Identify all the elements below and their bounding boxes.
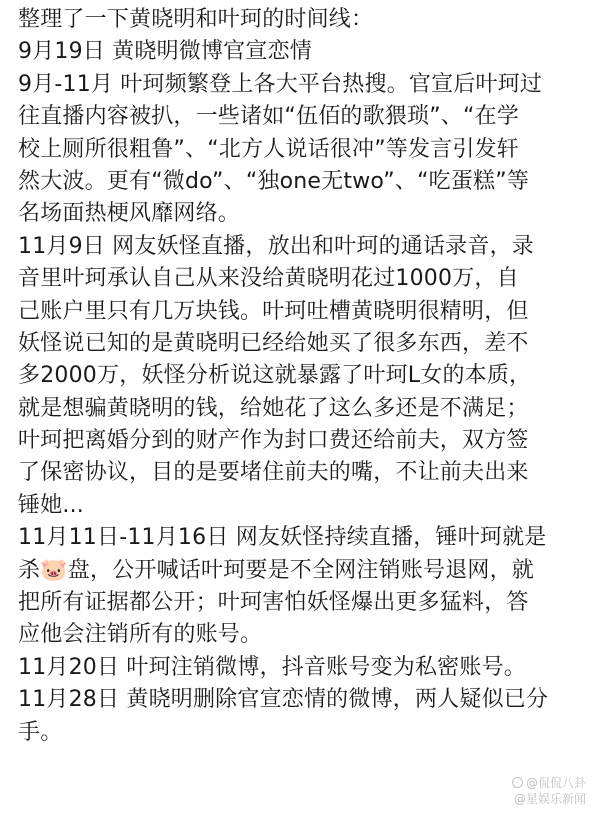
- text-line: 杀🐷盘，公开喊话叶珂要是不全网注销账号退网，就: [18, 557, 534, 583]
- watermark-account-1: @侃侃八卦: [525, 776, 586, 790]
- text-line: 妖怪说已知的是黄晓明已经给她买了很多东西，差不: [18, 330, 529, 356]
- text-line: 把所有证据都公开；叶珂害怕妖怪爆出更多猛料，答: [18, 590, 529, 616]
- text-line: 11月28日 黄晓明删除官宣恋情的微博，两人疑似已分: [18, 687, 549, 713]
- text-line: 11月9日 网友妖怪直播，放出和叶珂的通话录音，录: [18, 233, 534, 259]
- text-line: 多2000万，妖怪分析说这就暴露了叶珂L女的本质，: [18, 363, 532, 389]
- text-line: 往直播内容被扒，一些诸如“伍佰的歌猥琐”、“在学: [18, 104, 519, 130]
- text-line: 了保密协议，目的是要堵住前夫的嘴，不让前夫出来: [18, 460, 529, 486]
- text-line: 校上厕所很粗鲁”、“北方人说话很冲”等发言引发轩: [18, 136, 519, 162]
- text-line: 就是想骗黄晓明的钱，给她花了这么多还是不满足；: [18, 395, 529, 421]
- text-line: 手。: [18, 719, 63, 745]
- text-line: 11月20日 叶珂注销微博，抖音账号变为私密账号。: [18, 654, 526, 680]
- text-line: 音里叶珂承认自己从来没给黄晓明花过1000万，自: [18, 266, 519, 292]
- text-line: 11月11日-11月16日 网友妖怪持续直播，锤叶珂就是: [18, 525, 547, 551]
- text-line: 9月19日 黄晓明微博官宣恋情: [18, 39, 312, 65]
- text-line: 名场面热梗风靡网络。: [18, 201, 241, 227]
- weibo-logo-icon: [512, 777, 523, 788]
- watermark: [476, 775, 586, 807]
- text-line: 整理了一下黄晓明和叶珂的时间线：: [18, 7, 374, 32]
- text-line: 锤她...: [18, 492, 84, 518]
- text-line: 己账户里只有几万块钱。叶珂吐槽黄晓明很精明，但: [18, 298, 529, 324]
- post-text: [18, 4, 590, 749]
- watermark-line-1: [476, 775, 586, 791]
- watermark-account-2: @星娱乐新闻: [513, 792, 586, 806]
- text-line: 应他会注销所有的账号。: [18, 622, 263, 648]
- text-line: 叶珂把离婚分到的财产作为封口费还给前夫，双方签: [18, 428, 529, 454]
- text-line: 9月-11月 叶珂频繁登上各大平台热搜。官宣后叶珂过: [18, 71, 543, 97]
- text-line: 然大波。更有“微do”、“独one无two”、“吃蛋糕”等: [18, 168, 530, 194]
